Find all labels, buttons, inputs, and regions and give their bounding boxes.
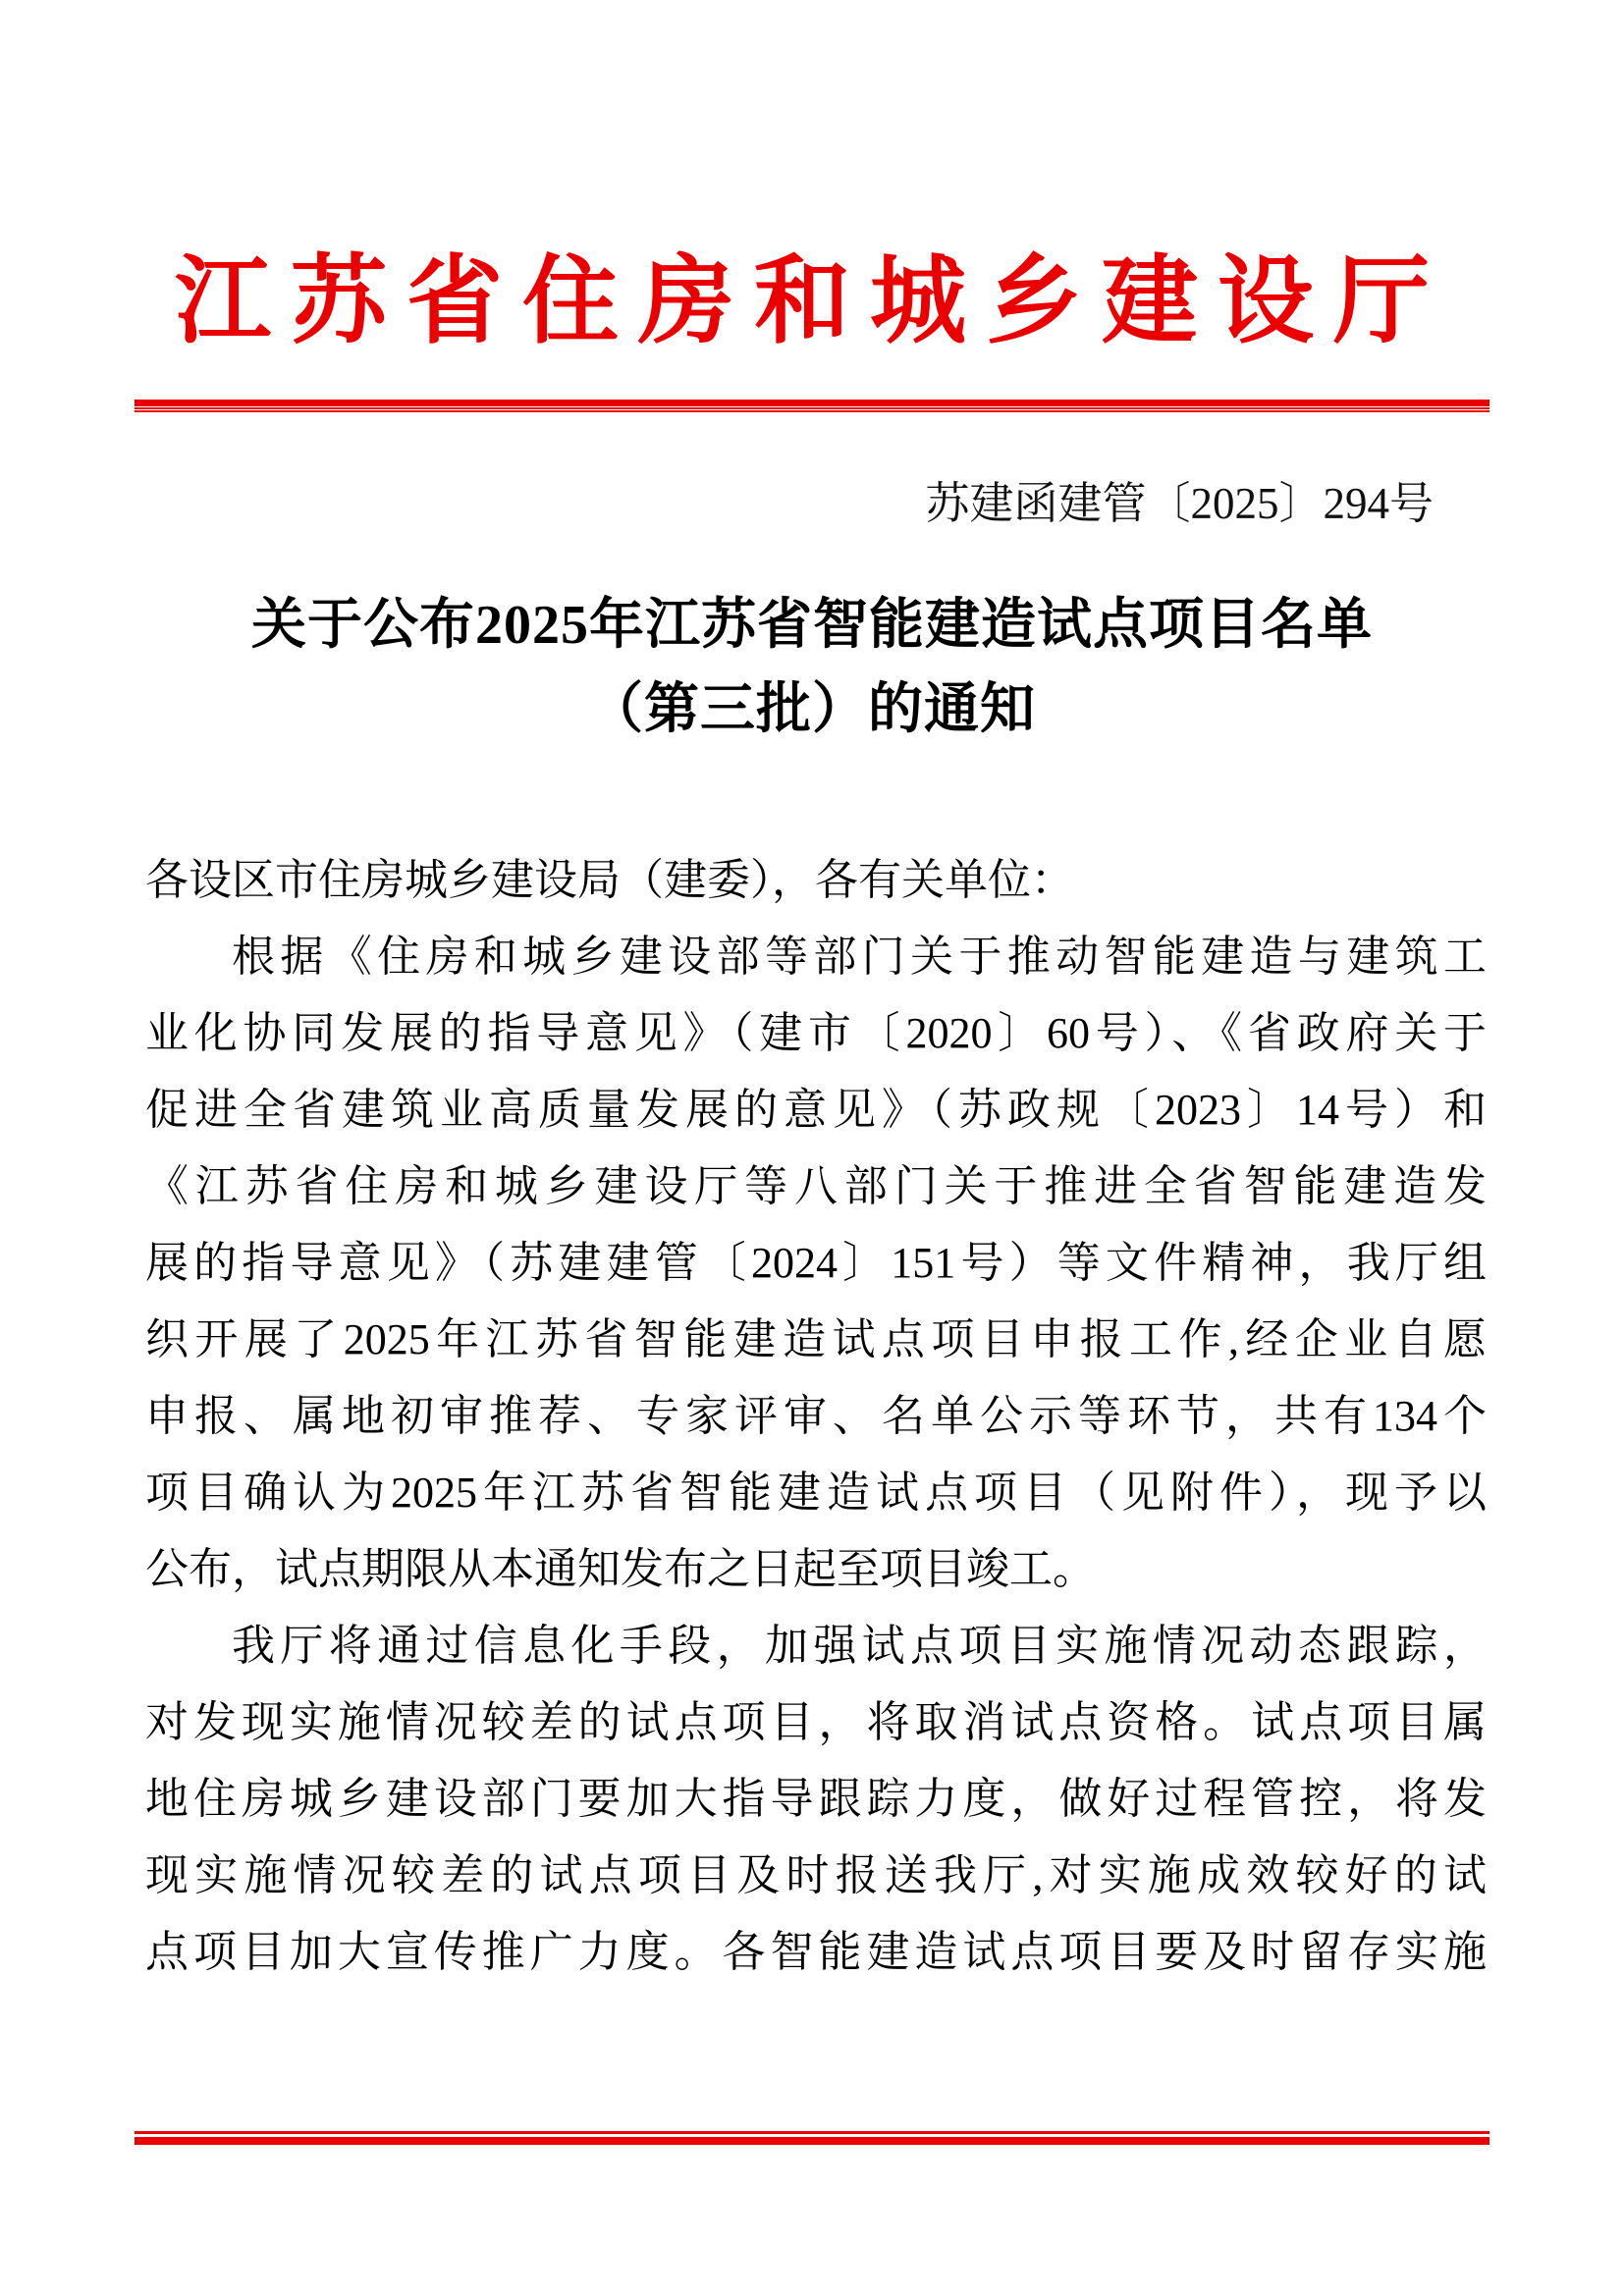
body-line: 申报、属地初审推荐、专家评审、名单公示等环节，共有134个 (145, 1392, 1487, 1440)
document-title (118, 583, 1506, 752)
body-line: 展的指导意见》（苏建建管〔2024〕151号）等文件精神，我厅组 (145, 1239, 1487, 1287)
body-line: 促进全省建筑业高质量发展的意见》（苏政规〔2023〕14号）和 (145, 1086, 1487, 1134)
footer-rule-hairline (135, 2131, 1489, 2134)
red-rule-thick-bar (135, 400, 1489, 406)
body-line: 地住房城乡建设部门要加大指导跟踪力度，做好过程管控，将发 (145, 1775, 1487, 1823)
body-line: 织开展了2025年江苏省智能建造试点项目申报工作,经企业自愿 (145, 1315, 1487, 1363)
body-line: 项目确认为2025年江苏省智能建造试点项目（见附件），现予以 (145, 1468, 1487, 1517)
red-rule-hairline-2 (135, 410, 1489, 412)
body-line: 业化协同发展的指导意见》（建市〔2020〕60号）、《省政府关于 (145, 1009, 1487, 1057)
footer-rule-thick-bar (135, 2137, 1489, 2145)
document-body (145, 842, 1487, 1991)
document-reference-number: 苏建函建管〔2025〕294号 (925, 479, 1434, 528)
body-line: 《江苏省住房和城乡建设厅等八部门关于推进全省智能建造发 (145, 1162, 1487, 1210)
body-line: 我厅将通过信息化手段，加强试点项目实施情况动态跟踪， (232, 1622, 1487, 1670)
document-title-line-1: 关于公布2025年江苏省智能建造试点项目名单 (251, 595, 1373, 656)
document-title-line-2: （第三批）的通知 (588, 679, 1036, 740)
body-line: 现实施情况较差的试点项目及时报送我厅,对实施成效较好的试 (145, 1851, 1487, 1899)
body-line: 点项目加大宣传推广力度。各智能建造试点项目要及时留存实施 (145, 1928, 1487, 1976)
letterhead-red-rule (135, 400, 1489, 412)
body-line: 各设区市住房城乡建设局（建委），各有关单位： (145, 856, 1074, 904)
footer-red-rule (135, 2131, 1489, 2145)
body-line: 对发现实施情况较差的试点项目，将取消试点资格。试点项目属 (145, 1698, 1487, 1746)
body-line: 根据《住房和城乡建设部等部门关于推动智能建造与建筑工 (232, 933, 1487, 981)
body-line: 公布，试点期限从本通知发布之日起至项目竣工。 (145, 1545, 1096, 1593)
letterhead-agency-title: 江苏省住房和城乡建设厅 (174, 249, 1449, 355)
red-rule-hairline-1 (135, 407, 1489, 409)
